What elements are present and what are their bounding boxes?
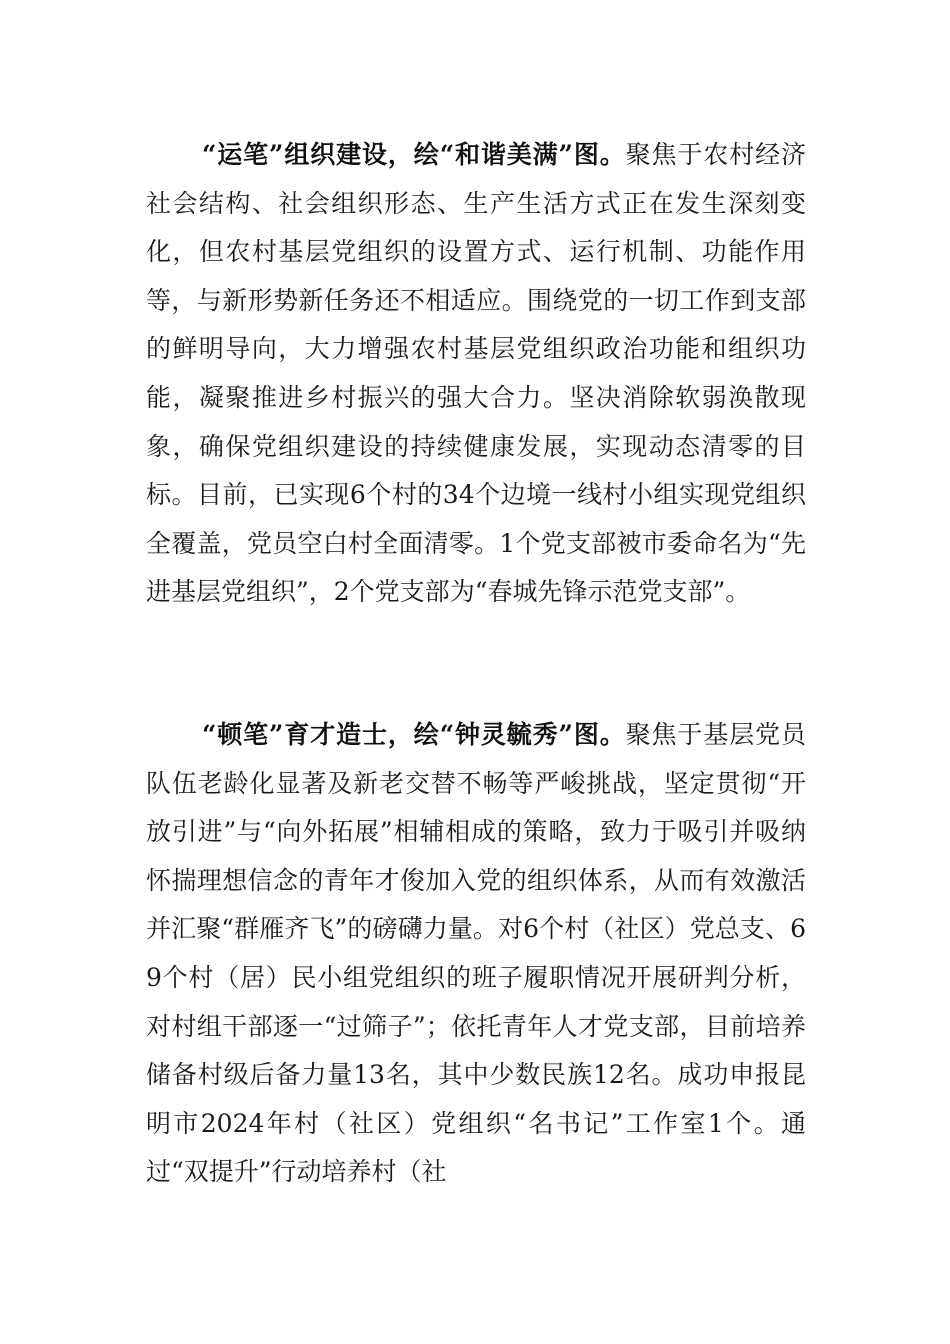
paragraph-organization-building [146,131,806,617]
paragraph-body: 聚焦于农村经济社会结构、社会组织形态、生产生活方式正在发生深刻变化，但农村基层党组织的设置方式、运行机制、功能作用等，与新形势新任务还不相适应。围绕党的一切工作到支部的鲜明导向，大力增强农村基层党组织政治功能和组织功能，凝聚推进乡村振兴的强大合力。坚决消除软弱涣散现象，确保党组织建设的持续健康发展，实现动态清零的目标。目前，已实现6个村的34个边境一线村小组实现党组织全覆盖，党员空白村全面清零。1个党支部被市委命名为“先进基层党组织”，2个党支部为“春城先锋示范党支部”。 [146,140,806,607]
paragraph-heading: “顿笔”育才造士，绘“钟灵毓秀”图。 [202,720,626,749]
paragraph-heading: “运笔”组织建设，绘“和谐美满”图。 [202,140,626,169]
paragraph-talent-cultivation [146,711,806,1197]
paragraph-body: 聚焦于基层党员队伍老龄化显著及新老交替不畅等严峻挑战，坚定贯彻“开放引进”与“向外拓展”相辅相成的策略，致力于吸引并吸纳怀揣理想信念的青年才俊加入党的组织体系，从而有效激活并汇聚“群雁齐飞”的磅礴力量。对6个村（社区）党总支、69个村（居）民小组党组织的班子履职情况开展研判分析，对村组干部逐一“过筛子”；依托青年人才党支部，目前培养储备村级后备力量13名，其中少数民族12名。成功申报昆明市2024年村（社区）党组织“名书记”工作室1个。通过“双提升”行动培养村（社 [146,720,806,1187]
